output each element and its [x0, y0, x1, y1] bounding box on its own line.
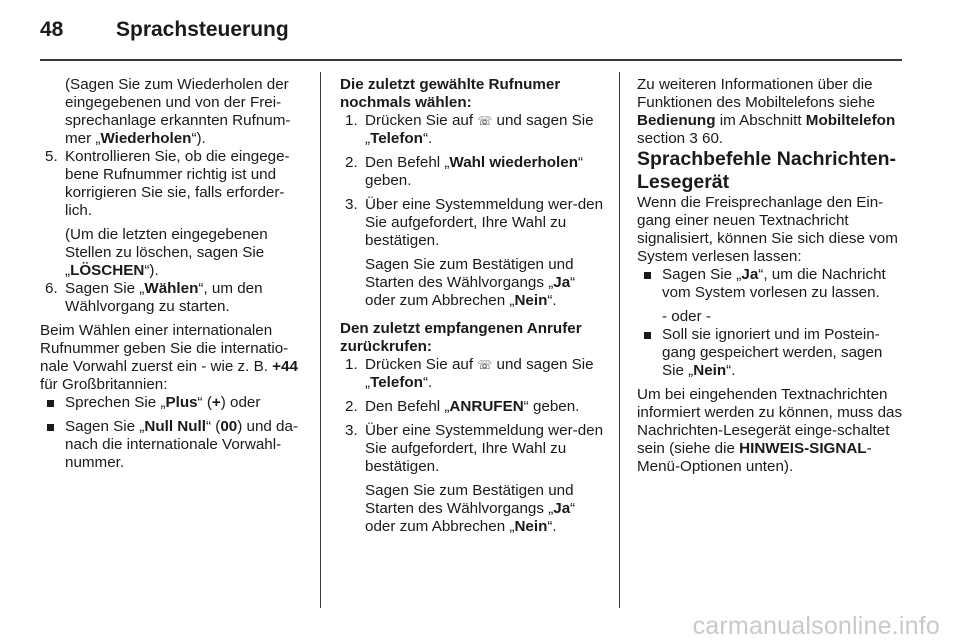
column-divider-2 [619, 72, 620, 608]
page-title: Sprachsteuerung [116, 18, 289, 41]
paragraph: Beim Wählen einer internationalen Rufnummer geben Sie die internatio-nale Vorwahl zuerst ein - wie z. B. +44 für Großbritannien: [40, 322, 298, 393]
bullet-square-icon [644, 272, 651, 279]
item-number: 2. [345, 154, 358, 171]
item-number: 5. [45, 148, 58, 165]
item-number: 1. [345, 356, 358, 373]
bullet-square-icon [644, 332, 651, 339]
column-divider-1 [320, 72, 321, 608]
phone-voice-icon: ☏ [477, 114, 493, 128]
list-item: 3. Über eine Systemmeldung wer-den Sie aufgefordert, Ihre Wahl zu bestätigen. [345, 422, 604, 475]
column-1 [40, 76, 306, 478]
item-number: 3. [345, 196, 358, 213]
item-note: (Um die letzten eingegebenen Stellen zu löschen, sagen Sie „LÖSCHEN“). [65, 226, 268, 279]
paragraph: Um bei eingehenden Textnachrichten informiert werden zu können, muss das Nachrichten-Lesegerät einge-schaltet sein (siehe die HINWEIS-SIGNAL-Menü-Optionen unten). [637, 386, 903, 475]
item-note: Sagen Sie zum Bestätigen und Starten des Wählvorgangs „Ja“ oder zum Abbrechen „Nein“. [365, 256, 576, 309]
oder-separator: - oder - [662, 308, 711, 325]
bullet-square-icon [47, 400, 54, 407]
list-item: 3. Über eine Systemmeldung wer-den Sie aufgefordert, Ihre Wahl zu bestätigen. [345, 196, 604, 249]
continued-note: (Sagen Sie zum Wiederholen der eingegebenen und von der Frei-sprechanlage erkannten Rufnum-mer „Wiederholen“). [65, 76, 291, 147]
list-item [40, 280, 306, 316]
list-item: 2. Den Befehl „Wahl wiederholen“ geben. [345, 154, 584, 189]
page-number: 48 [40, 18, 64, 41]
list-item: 2. Den Befehl „ANRUFEN“ geben. [345, 398, 580, 415]
bullet-item: Sagen Sie „Ja“, um die Nachricht vom System vorlesen zu lassen. [637, 266, 903, 302]
section-heading: Den zuletzt empfangenen Anrufer zurückrufen: [340, 320, 582, 355]
section-heading: Die zuletzt gewählte Rufnumer nochmals wählen: [340, 76, 561, 111]
watermark: carmanualsonline.info [692, 612, 940, 640]
item-number: 2. [345, 398, 358, 415]
header-rule [40, 59, 902, 61]
bullet-item: Sprechen Sie „Plus“ (+) oder [40, 394, 306, 412]
item-number: 1. [345, 112, 358, 129]
column-2 [340, 76, 604, 536]
bullet-square-icon [47, 424, 54, 431]
item-number: 6. [45, 280, 58, 297]
section-heading: Sprachbefehle Nachrichten-Lesegerät [637, 148, 896, 193]
list-item [40, 148, 306, 220]
bullet-item: Soll sie ignoriert und im Postein-gang gespeichert werden, sagen Sie „Nein“. [637, 326, 903, 380]
column-3 [637, 76, 903, 476]
item-text: Sagen Sie „Wählen“, um den Wählvorgang zu starten. [65, 280, 263, 315]
intro-paragraph: Zu weiteren Informationen über die Funktionen des Mobiltelefons siehe Bedienung im Abschnitt Mobiltelefon section 3 60. [637, 76, 896, 147]
item-note: Sagen Sie zum Bestätigen und Starten des Wählvorgangs „Ja“ oder zum Abbrechen „Nein“. [365, 482, 576, 535]
paragraph: Wenn die Freisprechanlage den Ein-gang einer neuen Textnachricht signalisiert, können Sie sich diese vom System verlesen lassen: [637, 194, 898, 265]
list-item: 1. Drücken Sie auf ☏ und sagen Sie „Telefon“. [345, 356, 594, 391]
item-text: Kontrollieren Sie, ob die eingege-bene Rufnummer richtig ist und korrigieren Sie sie, falls erforder-lich. [65, 148, 290, 219]
phone-voice-icon: ☏ [477, 358, 493, 372]
page-reference-arrow-icon: 3 [689, 130, 698, 147]
item-number: 3. [345, 422, 358, 439]
list-item: 1. Drücken Sie auf ☏ und sagen Sie „Telefon“. [345, 112, 594, 147]
bullet-item: Sagen Sie „Null Null“ (00) und da-nach die internationale Vorwahl-nummer. [40, 418, 306, 472]
